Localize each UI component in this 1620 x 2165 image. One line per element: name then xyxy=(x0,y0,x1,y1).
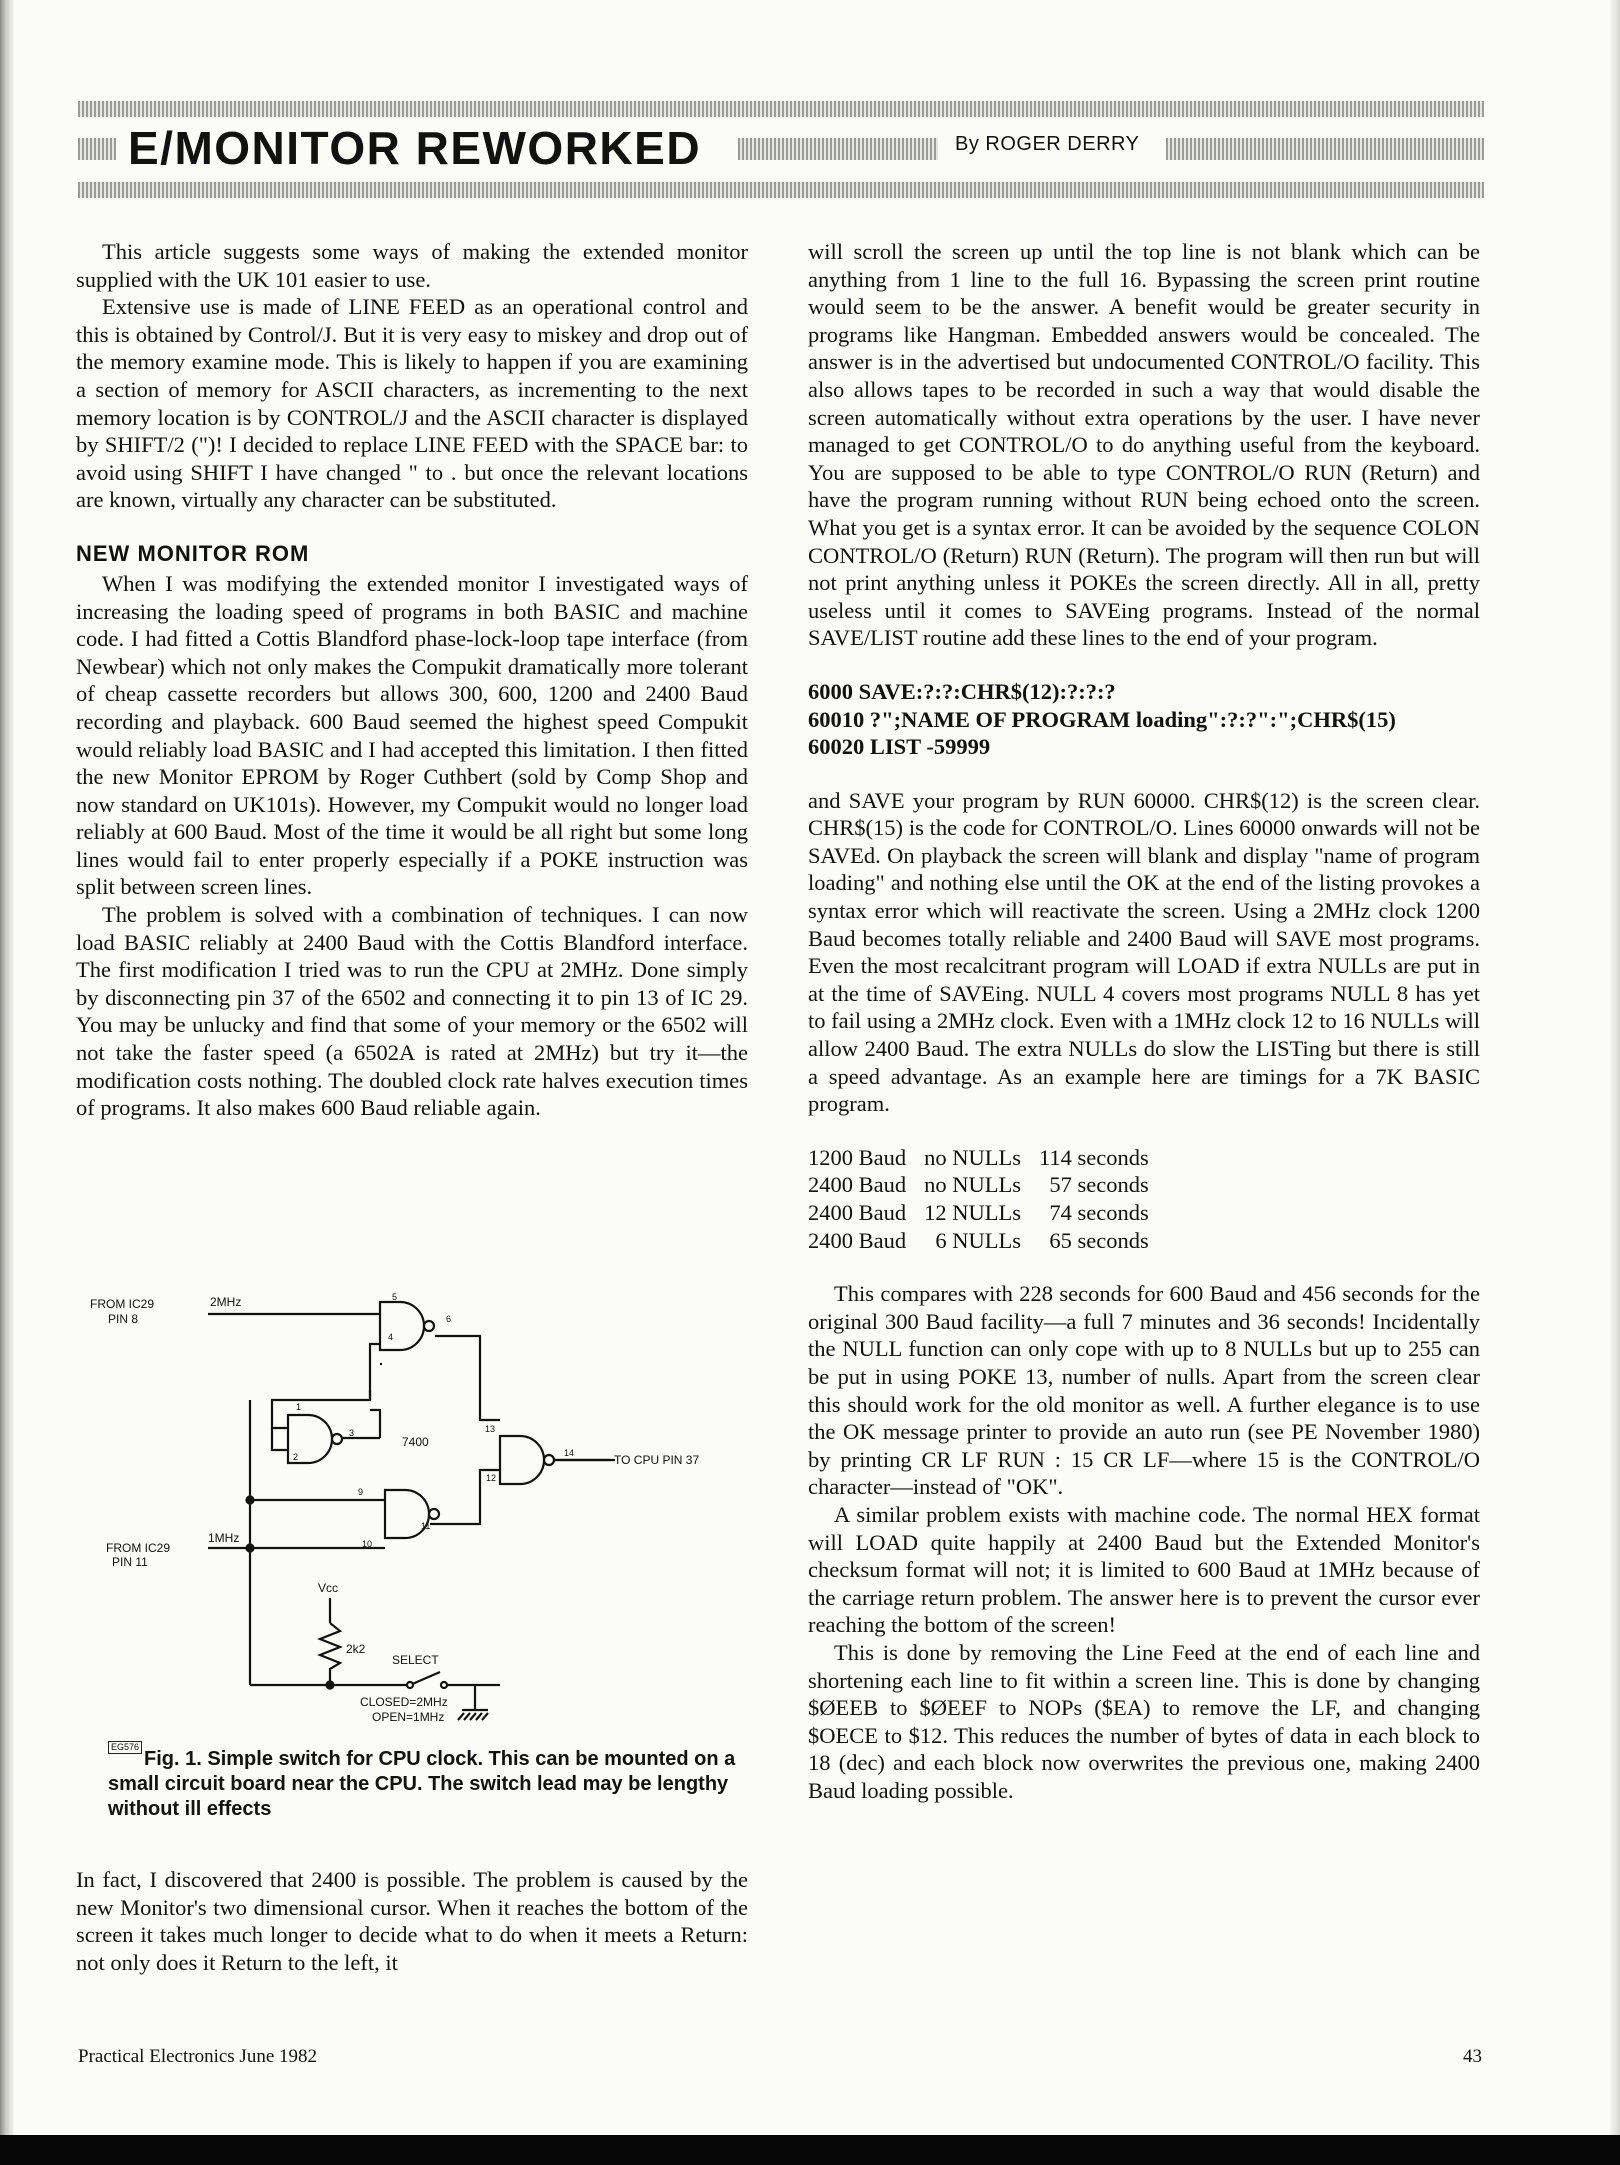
pin-5: 5 xyxy=(392,1292,398,1302)
page-scan-edge-right xyxy=(1610,0,1620,2140)
wire-gate2-to-gate4 xyxy=(435,1336,500,1420)
pin-6: 6 xyxy=(446,1314,452,1324)
figure-tag: EG576 xyxy=(108,1741,142,1754)
timing-nulls: 6 NULLs xyxy=(935,1227,1021,1253)
page-scan-edge xyxy=(0,0,14,2140)
switch-arm xyxy=(410,1672,440,1685)
code-line-3: 60020 LIST -59999 xyxy=(808,734,991,760)
timing-time: 57 seconds xyxy=(1049,1172,1149,1198)
circuit-figure xyxy=(80,1280,760,1750)
code-line-2: 60010 ?";NAME OF PROGRAM loading":?:?":";CHR$(15) xyxy=(808,706,1396,732)
table-row xyxy=(808,1199,1167,1227)
timing-time: 74 seconds xyxy=(1049,1200,1149,1225)
left-column xyxy=(76,238,748,1122)
body-paragraph-3: In fact, I discovered that 2400 is possible. The problem is caused by the new Monitor's two dimensional cursor. When it reaches the bottom of the screen it takes much longer to decide what to do when it meets a Return: not only does it Return to the left, it xyxy=(76,1867,748,1975)
label-from-ic29-b: FROM IC29 xyxy=(106,1541,171,1555)
label-select: SELECT xyxy=(392,1653,439,1667)
timing-time: 65 seconds xyxy=(1049,1227,1149,1253)
table-row xyxy=(808,1227,1167,1255)
pin-9: 9 xyxy=(358,1487,364,1497)
pin-14: 14 xyxy=(564,1448,575,1458)
nand-gate-3 xyxy=(500,1436,544,1484)
right-paragraph-1: will scroll the screen up until the top line is not blank which can be anything from 1 line to the full 16. Bypassing the screen print routine would seem to be the answer. A benefit would be greater security in programs like Hangman. Embedded answers would be concealed. The answer is in the advertised but undocumented CONTROL/O facility. This also allows tapes to be recorded in such a way that would disable the screen automatically without extra operations by the user. I have never managed to get CONTROL/O to do anything useful from the keyboard. You are supposed to be able to type CONTROL/O RUN (Return) and have the program running without RUN being echoed onto the screen. What you get is a syntax error. It can be avoided by the sequence COLON CONTROL/O (Return) RUN (Return). The program will then run but will not print anything unless it POKEs the screen directly. All in all, pretty useless until it comes to SAVEing programs. Instead of the normal SAVE/LIST routine add these lines to the end of your program. xyxy=(808,239,1480,651)
code-listing xyxy=(808,678,1480,761)
timing-baud: 2400 Baud xyxy=(808,1200,907,1225)
timing-baud: 1200 Baud xyxy=(808,1144,907,1170)
right-paragraph-3: This compares with 228 seconds for 600 Baud and 456 seconds for the original 300 Baud facility—a full 7 minutes and 36 seconds! Incidentally the NULL function can only cope with up to 8 NULLs but up to 255 can be put in using POKE 13, number of nulls. Apart from the screen clear this should work for the old monitor as well. A further elegance is to use the OK message printer to provide an auto run (see PE November 1980) by printing CR LF RUN : 15 CR LF—where 15 is the CONTROL/O character—instead of "OK". xyxy=(808,1281,1480,1500)
pin-12: 12 xyxy=(486,1473,497,1483)
pin-11: 11 xyxy=(421,1521,431,1531)
header-rule-left xyxy=(78,138,116,160)
circuit-diagram xyxy=(80,1280,760,1750)
timing-time: 114 seconds xyxy=(1039,1144,1149,1170)
right-paragraph-2: and SAVE your program by RUN 60000. CHR$(12) is the screen clear. CHR$(15) is the code for CONTROL/O. Lines 60000 onwards will not be SAVEd. On playback the screen will blank and display "name of program loading" and nothing else until the OK at the end of the listing provokes a syntax error which will reactivate the screen. Using a 2MHz clock 1200 Baud becomes totally reliable and 2400 Baud will SAVE most programs. Even the most recalcitrant program will LOAD if extra NULLs are put in at the time of SAVEing. NULL 4 covers most programs NULL 8 has yet to fail using a 2MHz clock. Even with a 1MHz clock 12 to 16 NULLs will allow 2400 Baud. The extra NULLs do slow the LISTing but there is still a speed advantage. As an example here are timings for a 7K BASIC program. xyxy=(808,787,1480,1117)
figure-caption-text: Fig. 1. Simple switch for CPU clock. This can be mounted on a small circuit board near the CPU. The switch lead may be lengthy without ill effects xyxy=(108,1748,736,1820)
timings-table xyxy=(808,1144,1167,1254)
resistor-symbol xyxy=(320,1623,340,1685)
pin-4: 4 xyxy=(388,1332,394,1342)
intro-paragraph-2: Extensive use is made of LINE FEED as an operational control and this is obtained by Control/J. But it is very easy to miskey and drop out of the memory examine mode. This is likely to happen if you are examining a section of memory for ASCII characters, as incrementing to the next memory location is by CONTROL/J and the ASCII character is displayed by SHIFT/2 (")! I decided to replace LINE FEED with the SPACE bar: to avoid using SHIFT I have changed " to . but once the relevant locations are known, virtually any character can be substituted. xyxy=(76,294,748,513)
label-to-cpu: TO CPU PIN 37 xyxy=(614,1453,700,1467)
code-line-1: 6000 SAVE:?:?:CHR$(12):?:?:? xyxy=(808,678,1116,704)
label-open: OPEN=1MHz xyxy=(372,1710,445,1724)
label-pin11: PIN 11 xyxy=(112,1555,148,1569)
timing-nulls: no NULLs xyxy=(924,1172,1021,1198)
table-row xyxy=(808,1171,1167,1199)
wire-gate1-pin2 xyxy=(272,1428,288,1450)
timing-nulls: 12 NULLs xyxy=(924,1200,1021,1225)
section-heading: NEW MONITOR ROM xyxy=(76,540,310,566)
label-1mhz: 1MHz xyxy=(208,1531,240,1545)
right-column xyxy=(808,238,1480,1804)
label-pin8: PIN 8 xyxy=(108,1312,139,1326)
table-row xyxy=(808,1144,1167,1172)
intro-paragraph-1: This article suggests some ways of making the extended monitor supplied with the UK 101 easier to use. xyxy=(76,239,748,292)
scan-bottom-band xyxy=(0,2135,1620,2165)
timing-baud: 2400 Baud xyxy=(808,1227,907,1253)
figure-caption xyxy=(108,1742,748,1822)
right-paragraph-5: This is done by removing the Line Feed at the end of each line and shortening each line to fit within a screen line. This is done by changing $ØEEB to $ØEEF to NOPs ($EA) to remove the LF, and changing $OECE to $12. This reduces the number of bytes of data in each block to 18 (dec) and each block now overwrites the previous one, making 2400 Baud loading possible. xyxy=(808,1639,1480,1803)
nand-gate-1 xyxy=(380,1302,424,1350)
article-title: E/MONITOR REWORKED xyxy=(128,122,702,174)
header-rule-right xyxy=(1166,138,1484,160)
header-rule-top xyxy=(78,101,1484,117)
left-column-bottom xyxy=(76,1866,748,1976)
timing-nulls: no NULLs xyxy=(924,1144,1021,1170)
pin-1: 1 xyxy=(296,1402,302,1412)
timing-baud: 2400 Baud xyxy=(808,1172,907,1198)
pin-2: 2 xyxy=(293,1452,299,1462)
label-2mhz: 2MHz xyxy=(210,1295,242,1309)
right-paragraph-4: A similar problem exists with machine code. The normal HEX format will LOAD quite happily at 2400 Baud but the Extended Monitor's checksum format will not; it is limited to 600 Baud at 1MHz because of the carriage return problem. The answer here is to prevent the cursor ever reaching the bottom of the screen! xyxy=(808,1501,1480,1638)
pin-3: 3 xyxy=(349,1428,355,1438)
nand-gates xyxy=(247,1302,555,1689)
label-from-ic29-a: FROM IC29 xyxy=(90,1297,155,1311)
pin-13: 13 xyxy=(485,1424,496,1434)
page-number: 43 xyxy=(1463,2046,1482,2067)
label-closed: CLOSED=2MHz xyxy=(360,1695,448,1709)
body-paragraph-1: When I was modifying the extended monitor I investigated ways of increasing the loading speed of programs in both BASIC and machine code. I had fitted a Cottis Blandford phase-lock-loop tape interface (from Newbear) which not only makes the Compukit dramatically more tolerant of cheap cassette recorders but allows 300, 600, 1200 and 2400 Baud recording and playback. 600 Baud seemed the highest speed Compukit would reliably load BASIC and I had accepted this limitation. I then fitted the new Monitor EPROM by Roger Cuthbert (sold by Comp Shop and now standard on UK101s). However, my Compukit would no longer load reliably at 600 Baud. Most of the time it would be all right but some long lines would fail to enter properly especially if a POKE instruction was split between screen lines. xyxy=(76,570,748,900)
header-rule-bottom xyxy=(78,182,1484,198)
body-paragraph-2: The problem is solved with a combination of techniques. I can now load BASIC reliably at 2400 Baud with the Cottis Blandford interface. The first modification I tried was to run the CPU at 2MHz. Done simply by disconnecting pin 37 of the 6502 and connecting it to pin 13 of IC 29. You may be unlucky and find that some of your memory or the 6502 will not take the faster speed (a 6502A is rated at 2MHz) but try it—the modification costs nothing. The doubled clock rate halves execution times of programs. It also makes 600 Baud reliable again. xyxy=(76,902,748,1121)
header-rule-mid xyxy=(738,138,938,160)
label-resistor: 2k2 xyxy=(346,1642,366,1656)
footer-publication: Practical Electronics June 1982 xyxy=(78,2046,318,2067)
label-vcc: Vcc xyxy=(318,1581,339,1595)
label-chip: 7400 xyxy=(402,1435,429,1449)
pin-10: 10 xyxy=(362,1539,373,1549)
byline: By ROGER DERRY xyxy=(955,133,1140,155)
